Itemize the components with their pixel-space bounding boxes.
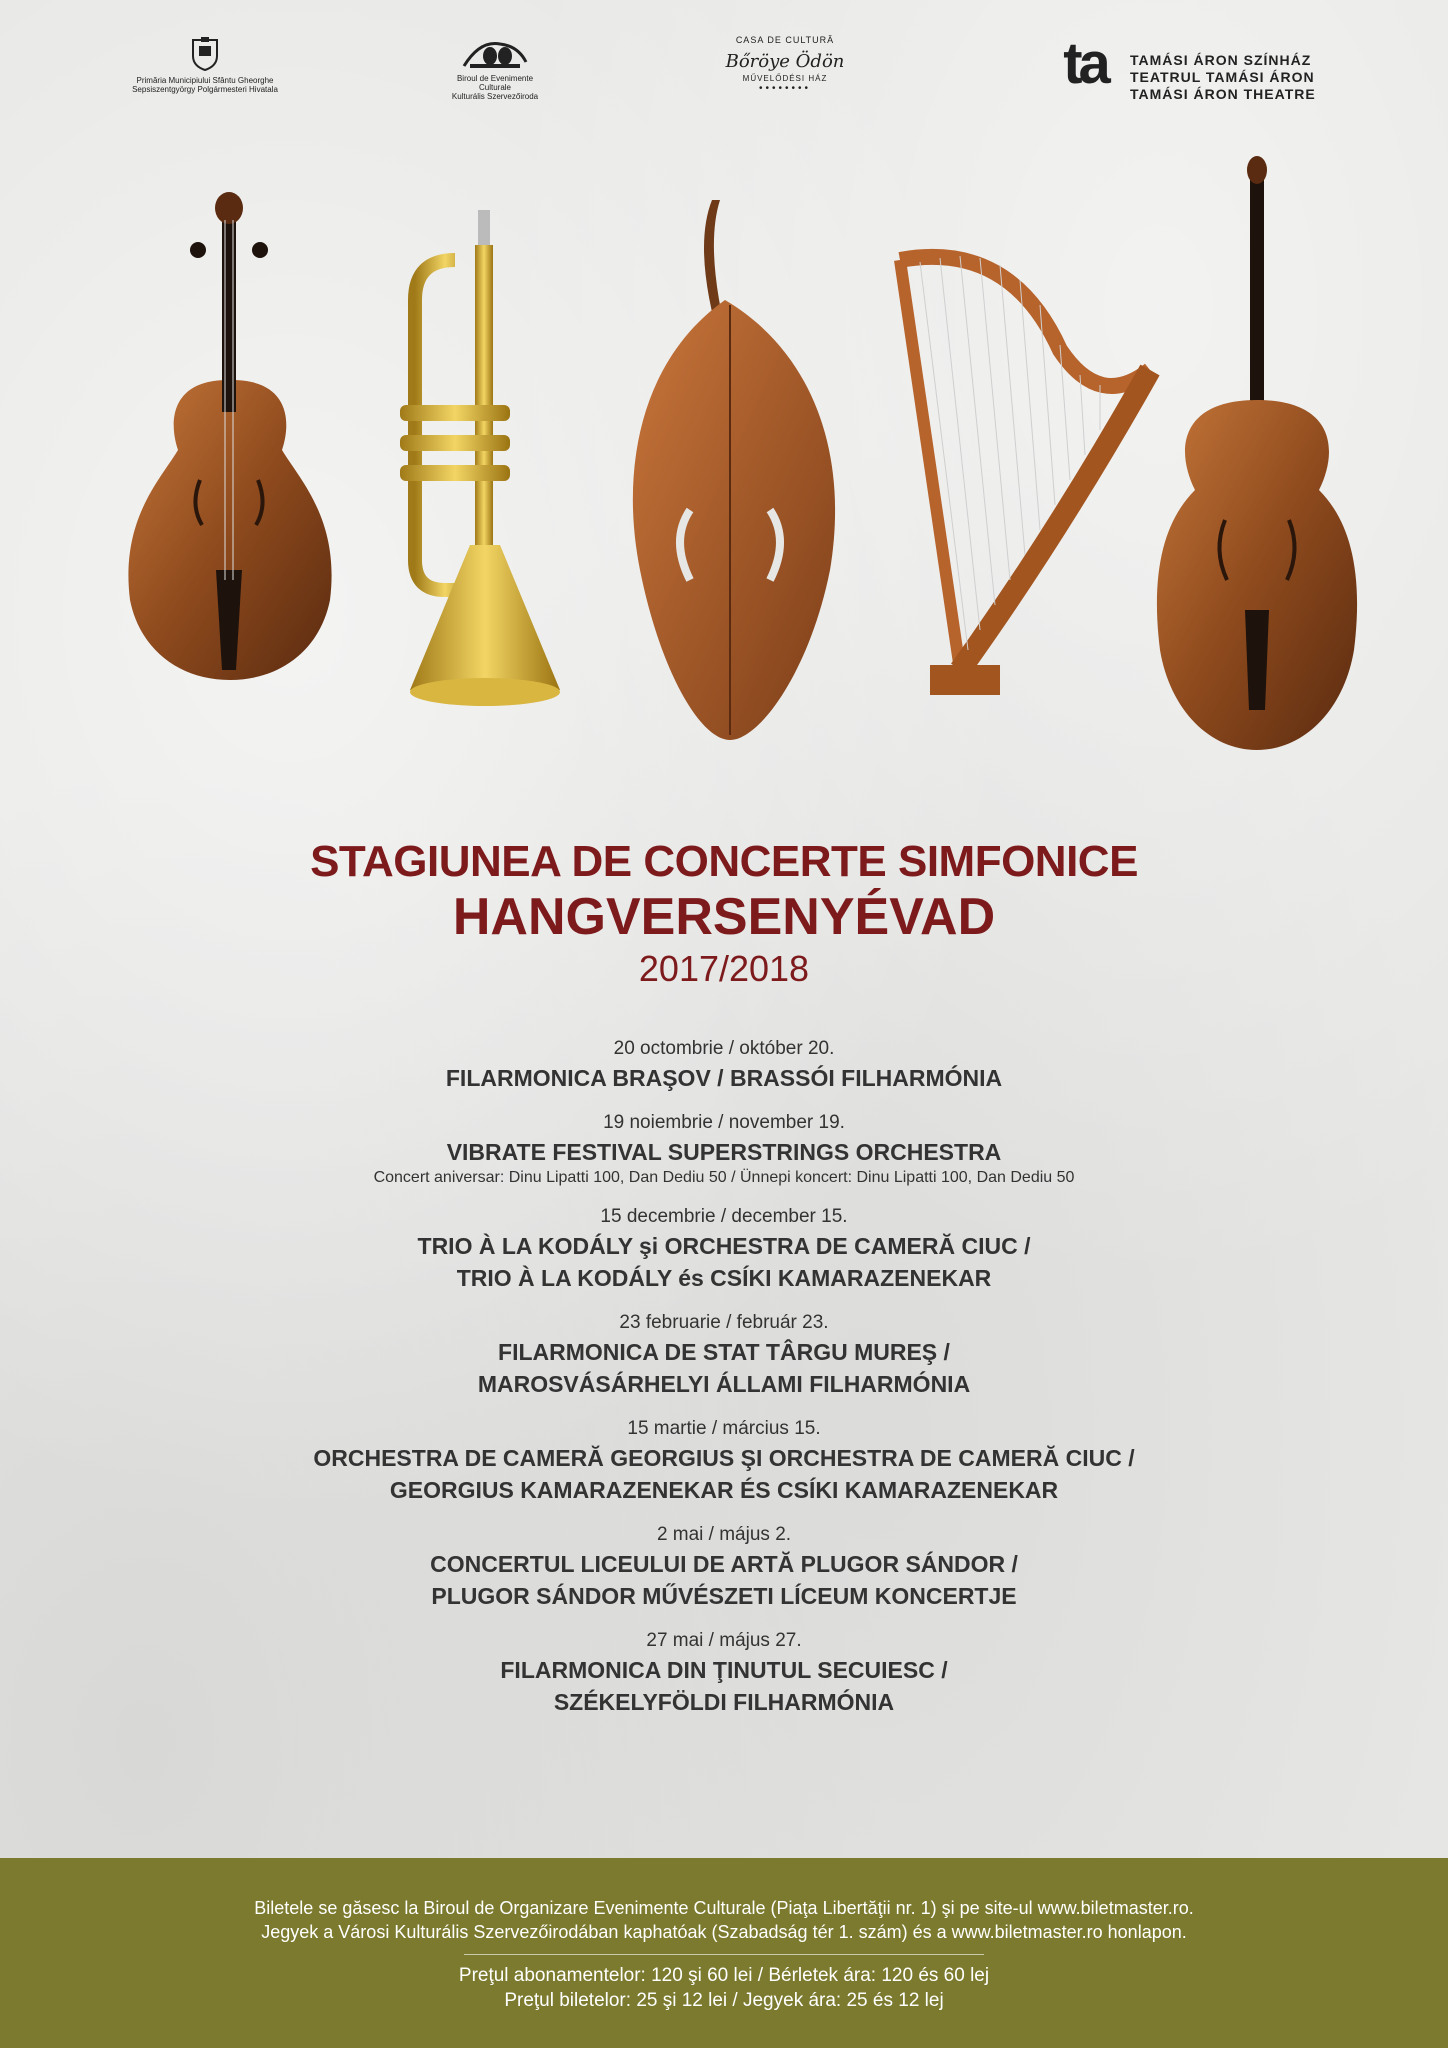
theatre-line3: TAMÁSI ÁRON THEATRE xyxy=(1130,86,1316,102)
concert-item xyxy=(0,1036,1448,1094)
concert-name: FILARMONICA DIN ŢINUTUL SECUIESC / xyxy=(500,1657,948,1683)
concert-note: Concert aniversar: Dinu Lipatti 100, Dan Dediu 50 / Ünnepi koncert: Dinu Lipatti 100, Dan Dediu 50 xyxy=(373,1169,1075,1186)
double-bass-icon xyxy=(1157,156,1357,750)
biroul-line2: Kulturális Szervezőiroda xyxy=(451,92,539,101)
season-years: 2017/2018 xyxy=(638,948,810,989)
concert-name-line2: MAROSVÁSÁRHELYI ÁLLAMI FILHARMÓNIA xyxy=(477,1371,971,1397)
concert-date: 19 noiembrie / november 19. xyxy=(603,1112,845,1133)
primaria-line2: Sepsiszentgyörgy Polgármesteri Hivatala xyxy=(132,85,278,94)
casa-logo xyxy=(710,36,860,94)
casa-bottom: MŰVELŐDÉSI HÁZ xyxy=(742,74,828,83)
primaria-logo xyxy=(130,36,280,94)
casa-script: Bőröye Ödön xyxy=(725,51,845,72)
concert-name-line2: GEORGIUS KAMARAZENEKAR ÉS CSÍKI KAMARAZENEKAR xyxy=(389,1477,1059,1503)
title-line2: HANGVERSENYÉVAD xyxy=(452,888,996,946)
theatre-mark-text: ta xyxy=(1063,31,1107,96)
season-title xyxy=(0,836,1448,992)
theatre-masks-icon xyxy=(460,36,530,72)
theatre-line1: TAMÁSI ÁRON SZÍNHÁZ xyxy=(1130,52,1312,68)
violin-icon xyxy=(128,192,331,680)
concert-item xyxy=(0,1416,1448,1506)
leaf-icon xyxy=(633,200,835,740)
concert-name-line2: SZÉKELYFÖLDI FILHARMÓNIA xyxy=(553,1689,895,1715)
concert-name: CONCERTUL LICEULUI DE ARTĂ PLUGOR SÁNDOR / xyxy=(430,1551,1018,1577)
theatre-names xyxy=(1130,52,1316,103)
coat-of-arms-icon xyxy=(190,36,220,72)
trumpet-icon xyxy=(400,210,560,706)
ticket-info-hu: Jegyek a Városi Kulturális Szervezőirodában kaphatóak (Szabadság tér 1. szám) és a www.biletmaster.ro honlapon. xyxy=(261,1922,1187,1942)
instruments-illustration xyxy=(0,150,1448,750)
concert-date: 23 februarie / február 23. xyxy=(619,1312,829,1333)
subscription-price: Preţul abonamentelor: 120 şi 60 lei / Bérletek ára: 120 és 60 lej xyxy=(458,1965,990,1986)
concert-name: FILARMONICA DE STAT TÂRGU MUREŞ / xyxy=(498,1339,950,1365)
ticket-info-footer xyxy=(0,1858,1448,2048)
partner-logos xyxy=(0,31,1448,116)
concert-date: 15 martie / március 15. xyxy=(627,1418,821,1439)
concert-name-line2: PLUGOR SÁNDOR MŰVÉSZETI LÍCEUM KONCERTJE xyxy=(431,1583,1017,1609)
concert-item xyxy=(0,1310,1448,1400)
concert-item xyxy=(0,1522,1448,1612)
biroul-logo xyxy=(440,36,550,101)
concert-name: TRIO À LA KODÁLY şi ORCHESTRA DE CAMERĂ CIUC / xyxy=(417,1233,1031,1259)
biroul-line1: Biroul de Evenimente Culturale xyxy=(456,74,534,92)
concert-name: ORCHESTRA DE CAMERĂ GEORGIUS ŞI ORCHESTRA DE CAMERĂ CIUC / xyxy=(313,1445,1135,1471)
concert-list xyxy=(0,1036,1448,1734)
theatre-line2: TEATRUL TAMÁSI ÁRON xyxy=(1130,69,1315,85)
concert-name-line2: TRIO À LA KODÁLY és CSÍKI KAMARAZENEKAR xyxy=(456,1265,992,1291)
concert-date: 20 octombrie / október 20. xyxy=(613,1038,835,1059)
concert-item xyxy=(0,1204,1448,1294)
theatre-logo-mark xyxy=(1050,31,1120,96)
concert-date: 27 mai / május 27. xyxy=(646,1630,802,1651)
footer-divider xyxy=(464,1954,984,1955)
concert-item xyxy=(0,1110,1448,1188)
concert-name: VIBRATE FESTIVAL SUPERSTRINGS ORCHESTRA xyxy=(446,1139,1002,1165)
primaria-line1: Primăria Municipiului Sfântu Gheorghe xyxy=(136,76,274,85)
title-line1: STAGIUNEA DE CONCERTE SIMFONICE xyxy=(310,837,1138,886)
ticket-price: Preţul biletelor: 25 şi 12 lei / Jegyek ára: 25 és 12 lej xyxy=(504,1990,944,2011)
casa-dots: •••••••• xyxy=(758,83,811,94)
concert-item xyxy=(0,1628,1448,1718)
ticket-info-ro: Biletele se găsesc la Biroul de Organizare Evenimente Culturale (Piaţa Libertăţii nr. 1) şi pe site-ul www.biletmaster.ro. xyxy=(254,1898,1194,1918)
concert-name: FILARMONICA BRAŞOV / BRASSÓI FILHARMÓNIA xyxy=(445,1065,1003,1091)
casa-top: CASA DE CULTURĂ xyxy=(735,35,835,45)
concert-date: 2 mai / május 2. xyxy=(656,1524,792,1545)
harp-icon xyxy=(900,256,1150,695)
concert-date: 15 decembrie / december 15. xyxy=(600,1206,848,1227)
